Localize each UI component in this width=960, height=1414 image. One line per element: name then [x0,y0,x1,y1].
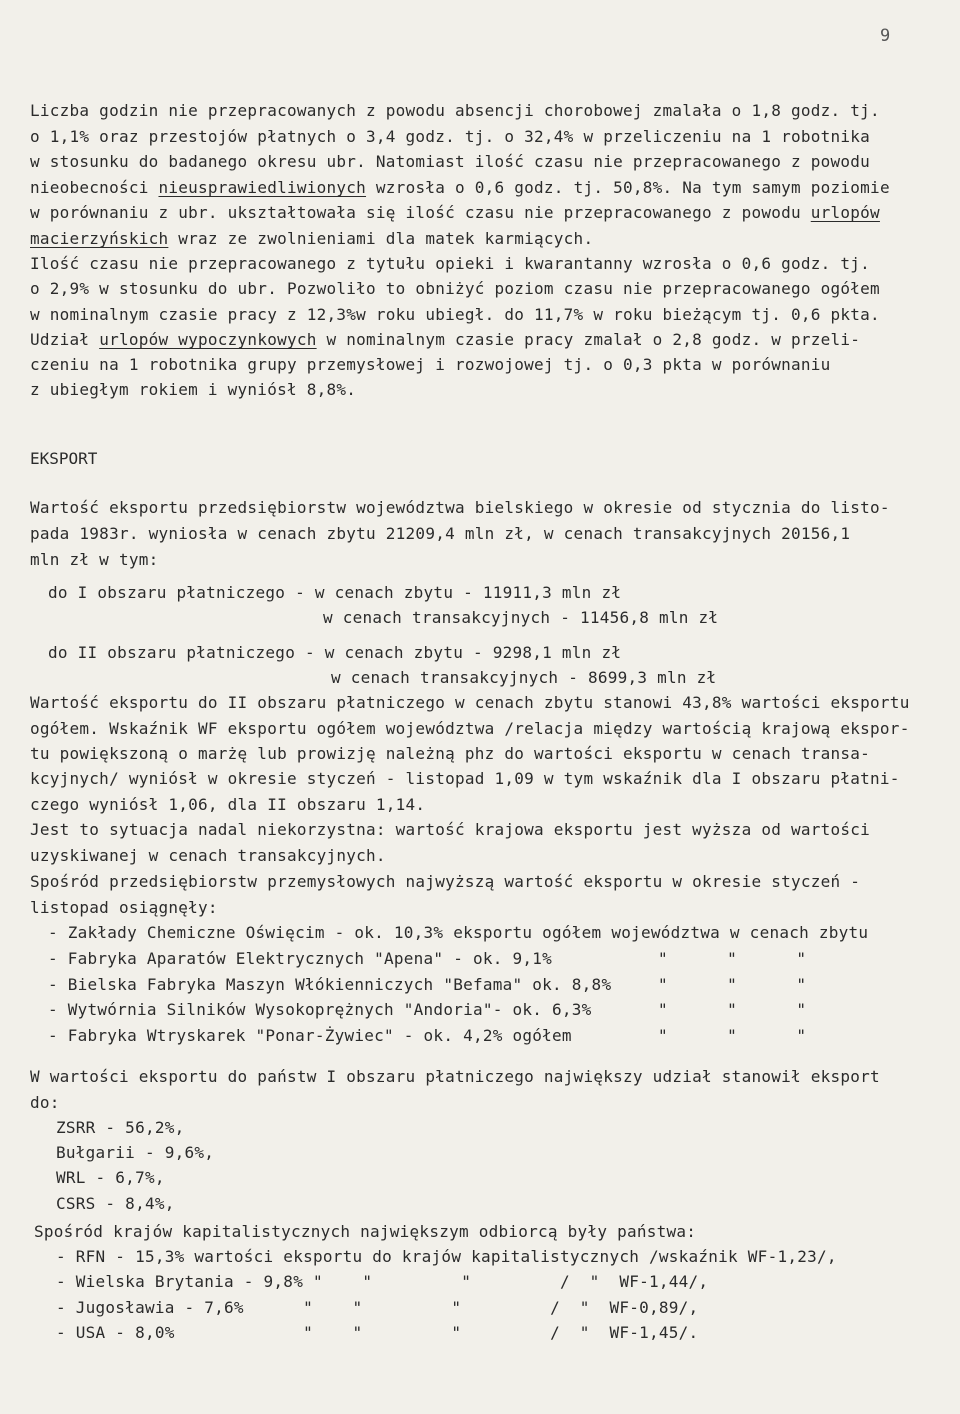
text-line: Udział urlopów wypoczynkowych w nominalnym czasie pracy zmalał o 2,8 godz. w przeli- [30,330,861,349]
list-item: - USA - 8,0% " " " / " WF-1,45/. [56,1323,699,1342]
area-line: w cenach transakcyjnych - 8699,3 mln zł [331,668,717,687]
list-item: - Fabryka Aparatów Elektrycznych "Apena" - ok. 9,1% [48,949,562,968]
text-line: o 1,1% oraz przestojów płatnych o 3,4 godz. tj. o 32,4% w przeliczeniu na 1 robotnika [30,127,871,146]
page-number: 9 [880,26,891,46]
text-line: tu powiększoną o marżę lub prowizję należną phz do wartości eksportu w cenach transa- [30,744,871,763]
text-line: Wartość eksportu przedsiębiorstw województwa bielskiego w okresie od stycznia do listo- [30,498,890,517]
list-item: CSRS - 8,4%, [56,1194,175,1213]
text-line: macierzyńskich wraz ze zwolnieniami dla matek karmiących. [30,229,594,248]
list-item: - Wytwórnia Silników Wysokoprężnych "Andoria"- ok. 6,3% [48,1000,602,1019]
ditto-marks: " " " [658,1000,807,1019]
area-line: do I obszaru płatniczego - w cenach zbytu - 11911,3 mln zł [48,583,622,602]
text-line: Spośród przedsiębiorstw przemysłowych najwyższą wartość eksportu w okresie styczeń - [30,872,861,891]
ditto-marks: " " " [658,975,807,994]
text-line: nieobecności nieusprawiedliwionych wzrosła o 0,6 godz. tj. 50,8%. Na tym samym poziomie [30,178,890,197]
list-item: ZSRR - 56,2%, [56,1118,185,1137]
text-line: czego wyniósł 1,06, dla II obszaru 1,14. [30,795,426,814]
text-line: listopad osiągnęły: [30,898,218,917]
text-line: z ubiegłym rokiem i wyniósł 8,8%. [30,380,357,399]
text-line: do: [30,1093,60,1112]
underlined-term: urlopów wypoczynkowych [99,330,317,349]
text-line: uzyskiwanej w cenach transakcyjnych. [30,846,386,865]
underlined-term: macierzyńskich [30,229,169,248]
text-line: mln zł w tym: [30,550,159,569]
text-line: w stosunku do badanego okresu ubr. Natomiast ilość czasu nie przepracowanego z powodu [30,152,871,171]
list-item: - Wielska Brytania - 9,8% " " " / " WF-1,44/, [56,1272,709,1291]
text-line: kcyjnych/ wyniósł w okresie styczeń - listopad 1,09 w tym wskaźnik dla I obszaru płatni- [30,769,900,788]
list-item: - Jugosławia - 7,6% " " " / " WF-0,89/, [56,1298,699,1317]
list-item: Bułgarii - 9,6%, [56,1143,215,1162]
list-item: - Bielska Fabryka Maszyn Włókienniczych "Befama" ok. 8,8% [48,975,622,994]
underlined-term: nieusprawiedliwionych [158,178,367,197]
area-line: w cenach transakcyjnych - 11456,8 mln zł [323,608,719,627]
text-line: Jest to sytuacja nadal niekorzystna: wartość krajowa eksportu jest wyższa od wartości [30,820,871,839]
list-item: - Fabryka Wtryskarek "Ponar-Żywiec" - ok. 4,2% ogółem [48,1026,582,1045]
text-line: czeniu na 1 robotnika grupy przemysłowej i rozwojowej tj. o 0,3 pkta w porównaniu [30,355,831,374]
text-line: Liczba godzin nie przepracowanych z powodu absencji chorobowej zmalała o 1,8 godz. tj. [30,101,880,120]
text-line: Spośród krajów kapitalistycznych największym odbiorcą były państwa: [34,1222,697,1241]
text-line: o 2,9% w stosunku do ubr. Pozwoliło to obniżyć poziom czasu nie przepracowanego ogółem [30,279,880,298]
list-item: WRL - 6,7%, [56,1168,165,1187]
text-line: w nominalnym czasie pracy z 12,3%w roku ubiegł. do 11,7% w roku bieżącym tj. 0,6 pkta. [30,305,880,324]
text-line: pada 1983r. wyniosła w cenach zbytu 21209,4 mln zł, w cenach transakcyjnych 20156,1 [30,524,851,543]
underlined-term: urlopów [810,203,880,222]
ditto-marks: " " " [658,1026,807,1045]
section-heading: EKSPORT [30,449,98,468]
text-line: w porównaniu z ubr. ukształtowała się ilość czasu nie przepracowanego z powodu urlopów [30,203,880,222]
list-item: - Zakłady Chemiczne Oświęcim - ok. 10,3% eksportu ogółem województwa w cenach zbytu [48,923,869,942]
list-item: - RFN - 15,3% wartości eksportu do krajów kapitalistycznych /wskaźnik WF-1,23/, [56,1247,837,1266]
ditto-marks: " " " [658,949,807,968]
area-line: do II obszaru płatniczego - w cenach zbytu - 9298,1 mln zł [48,643,622,662]
text-line: W wartości eksportu do państw I obszaru płatniczego największy udział stanowił eksport [30,1067,880,1086]
text-line: Ilość czasu nie przepracowanego z tytułu opieki i kwarantanny wzrosła o 0,6 godz. tj. [30,254,871,273]
text-line: ogółem. Wskaźnik WF eksportu ogółem województwa /relacja między wartością krajową ekspor- [30,719,910,738]
text-line: Wartość eksportu do II obszaru płatniczego w cenach zbytu stanowi 43,8% wartości eksportu [30,693,910,712]
